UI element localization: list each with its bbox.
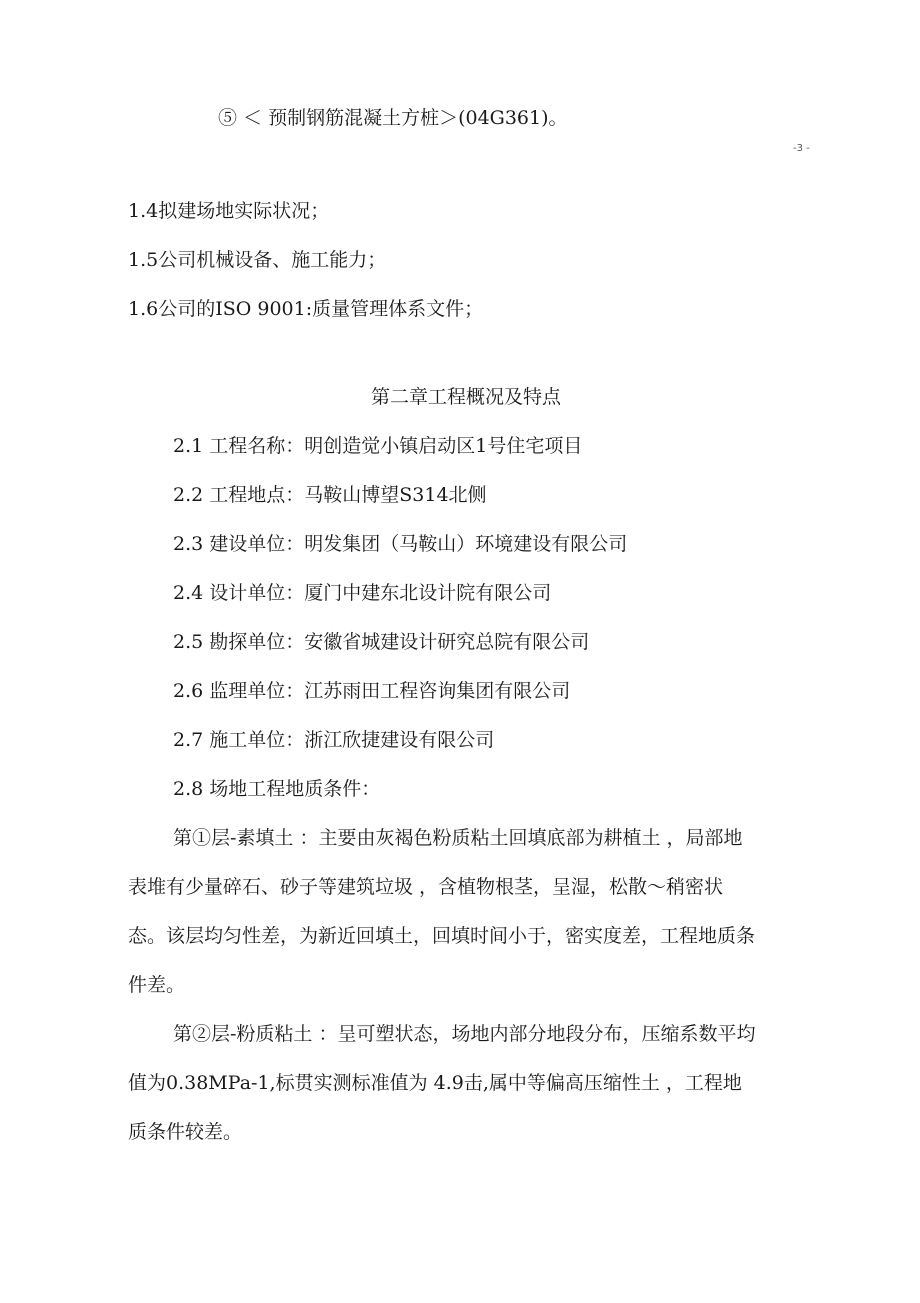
geology-layer2-line: 值为0.38MPa-1,标贯实测标准值为 4.9击,属中等偏高压缩性土 ，工程地 [128,1072,742,1094]
project-item: 2.8 场地工程地质条件： [173,778,381,800]
project-item: 2.4 设计单位：厦门中建东北设计院有限公司 [173,582,552,604]
geology-layer1-line: 第①层-素填土 ：主要由灰褐色粉质粘土回填底部为耕植土 ，局部地 [173,827,743,849]
project-item: 2.1 工程名称：明创造觉小镇启动区1号住宅项目 [173,435,583,457]
chapter-title: 第二章工程概况及特点 [371,386,562,408]
page-number: -3 - [793,143,810,154]
project-item: 2.7 施工单位：浙江欣捷建设有限公司 [173,729,495,751]
basis-item: 1.6公司的ISO 9001:质量管理体系文件； [128,298,484,320]
project-item: 2.6 监理单位：江苏雨田工程咨询集团有限公司 [173,680,571,702]
geology-layer1-line: 表堆有少量碎石、砂子等建筑垃圾 ，含植物根茎，呈湿，松散～稍密状 [128,876,724,898]
geology-layer1-line: 件差。 [128,974,186,996]
geology-layer2-line: 质条件较差。 [128,1121,243,1143]
basis-item: 1.5公司机械设备、施工能力； [128,249,387,271]
basis-item: 1.4拟建场地实际状况； [128,200,330,222]
project-item: 2.3 建设单位：明发集团（马鞍山）环境建设有限公司 [173,533,628,555]
geology-layer2-line: 第②层-粉质粘土 ：呈可塑状态，场地内部分地段分布，压缩系数平均 [173,1023,756,1045]
geology-layer1-line: 态。该层均匀性差，为新近回填土，回填时间小于，密实度差，工程地质条 [128,925,756,947]
project-item: 2.5 勘探单位：安徽省城建设计研究总院有限公司 [173,631,590,653]
project-item: 2.2 工程地点：马鞍山博望S314北侧 [173,484,487,506]
reference-standard-line: ⑤ ＜ 预制钢筋混凝土方桩＞(04G361)。 [218,107,568,129]
